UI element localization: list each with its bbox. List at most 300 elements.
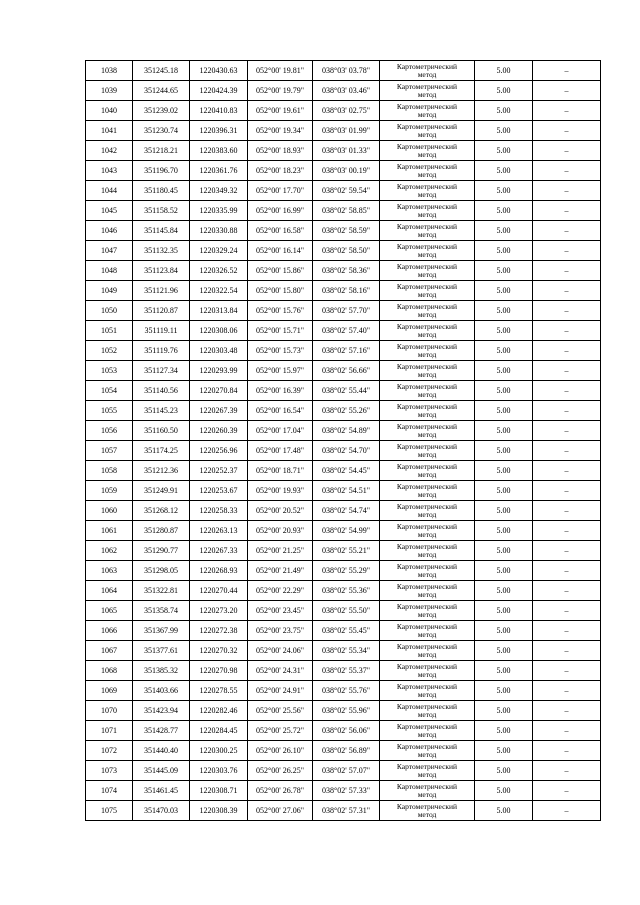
description-cell: – xyxy=(533,141,601,161)
method-cell xyxy=(380,501,475,521)
longitude-cell: 038°02' 58.16" xyxy=(313,281,380,301)
table-row xyxy=(86,221,601,241)
method-cell xyxy=(380,661,475,681)
method-cell xyxy=(380,681,475,701)
description-cell: – xyxy=(533,641,601,661)
method-line: метод xyxy=(417,229,437,239)
method-line: Картометрический xyxy=(396,81,458,91)
description-cell: – xyxy=(533,721,601,741)
accuracy-cell: 5.00 xyxy=(475,581,533,601)
table-row xyxy=(86,701,601,721)
method-line: метод xyxy=(417,789,437,799)
method-line: метод xyxy=(417,769,437,779)
description-cell: – xyxy=(533,541,601,561)
latitude-cell: 052°00' 16.54" xyxy=(248,401,313,421)
longitude-cell: 038°02' 54.70" xyxy=(313,441,380,461)
latitude-cell: 052°00' 17.70" xyxy=(248,181,313,201)
x-coordinate-cell: 351244.65 xyxy=(133,81,190,101)
method-line: Картометрический xyxy=(396,681,458,691)
accuracy-cell: 5.00 xyxy=(475,521,533,541)
x-coordinate-cell: 351119.11 xyxy=(133,321,190,341)
latitude-cell: 052°00' 18.23" xyxy=(248,161,313,181)
method-line: Картометрический xyxy=(396,501,458,511)
y-coordinate-cell: 1220430.63 xyxy=(190,61,248,81)
table-row xyxy=(86,121,601,141)
longitude-cell: 038°02' 58.36" xyxy=(313,261,380,281)
x-coordinate-cell: 351367.99 xyxy=(133,621,190,641)
method-line: Картометрический xyxy=(396,261,458,271)
method-cell xyxy=(380,621,475,641)
x-coordinate-cell: 351120.87 xyxy=(133,301,190,321)
accuracy-cell: 5.00 xyxy=(475,161,533,181)
latitude-cell: 052°00' 24.91" xyxy=(248,681,313,701)
x-coordinate-cell: 351377.61 xyxy=(133,641,190,661)
latitude-cell: 052°00' 20.93" xyxy=(248,521,313,541)
point-number-cell: 1066 xyxy=(86,621,133,641)
latitude-cell: 052°00' 26.10" xyxy=(248,741,313,761)
description-cell: – xyxy=(533,381,601,401)
point-number-cell: 1058 xyxy=(86,461,133,481)
description-cell: – xyxy=(533,241,601,261)
method-line: Картометрический xyxy=(396,601,458,611)
accuracy-cell: 5.00 xyxy=(475,501,533,521)
longitude-cell: 038°02' 55.34" xyxy=(313,641,380,661)
method-cell xyxy=(380,481,475,501)
latitude-cell: 052°00' 17.04" xyxy=(248,421,313,441)
description-cell: – xyxy=(533,621,601,641)
method-line: Картометрический xyxy=(396,661,458,671)
method-line: метод xyxy=(417,629,437,639)
x-coordinate-cell: 351461.45 xyxy=(133,781,190,801)
method-line: метод xyxy=(417,309,437,319)
point-number-cell: 1049 xyxy=(86,281,133,301)
point-number-cell: 1041 xyxy=(86,121,133,141)
x-coordinate-cell: 351385.32 xyxy=(133,661,190,681)
description-cell: – xyxy=(533,701,601,721)
method-line: метод xyxy=(417,349,437,359)
point-number-cell: 1043 xyxy=(86,161,133,181)
table-row xyxy=(86,601,601,621)
x-coordinate-cell: 351239.02 xyxy=(133,101,190,121)
accuracy-cell: 5.00 xyxy=(475,721,533,741)
table-row xyxy=(86,721,601,741)
method-line: метод xyxy=(417,169,437,179)
method-cell xyxy=(380,521,475,541)
y-coordinate-cell: 1220303.48 xyxy=(190,341,248,361)
point-number-cell: 1050 xyxy=(86,301,133,321)
point-number-cell: 1071 xyxy=(86,721,133,741)
x-coordinate-cell: 351127.34 xyxy=(133,361,190,381)
x-coordinate-cell: 351403.66 xyxy=(133,681,190,701)
longitude-cell: 038°03' 03.46" xyxy=(313,81,380,101)
accuracy-cell: 5.00 xyxy=(475,641,533,661)
method-line: метод xyxy=(417,669,437,679)
method-cell xyxy=(380,641,475,661)
table-row xyxy=(86,61,601,81)
longitude-cell: 038°02' 58.59" xyxy=(313,221,380,241)
description-cell: – xyxy=(533,81,601,101)
accuracy-cell: 5.00 xyxy=(475,701,533,721)
point-number-cell: 1064 xyxy=(86,581,133,601)
table-row xyxy=(86,201,601,221)
longitude-cell: 038°02' 55.37" xyxy=(313,661,380,681)
method-line: метод xyxy=(417,449,437,459)
point-number-cell: 1048 xyxy=(86,261,133,281)
method-line: Картометрический xyxy=(396,61,458,71)
latitude-cell: 052°00' 15.80" xyxy=(248,281,313,301)
longitude-cell: 038°02' 55.76" xyxy=(313,681,380,701)
method-line: Картометрический xyxy=(396,281,458,291)
accuracy-cell: 5.00 xyxy=(475,781,533,801)
y-coordinate-cell: 1220263.13 xyxy=(190,521,248,541)
method-cell xyxy=(380,701,475,721)
y-coordinate-cell: 1220256.96 xyxy=(190,441,248,461)
y-coordinate-cell: 1220270.32 xyxy=(190,641,248,661)
description-cell: – xyxy=(533,301,601,321)
accuracy-cell: 5.00 xyxy=(475,741,533,761)
method-line: метод xyxy=(417,489,437,499)
method-cell xyxy=(380,281,475,301)
latitude-cell: 052°00' 19.34" xyxy=(248,121,313,141)
method-line: метод xyxy=(417,469,437,479)
method-cell xyxy=(380,461,475,481)
coordinates-table-body xyxy=(86,61,601,821)
description-cell: – xyxy=(533,441,601,461)
y-coordinate-cell: 1220252.37 xyxy=(190,461,248,481)
description-cell: – xyxy=(533,341,601,361)
point-number-cell: 1051 xyxy=(86,321,133,341)
description-cell: – xyxy=(533,681,601,701)
accuracy-cell: 5.00 xyxy=(475,461,533,481)
description-cell: – xyxy=(533,741,601,761)
method-line: метод xyxy=(417,149,437,159)
y-coordinate-cell: 1220303.76 xyxy=(190,761,248,781)
accuracy-cell: 5.00 xyxy=(475,601,533,621)
accuracy-cell: 5.00 xyxy=(475,141,533,161)
y-coordinate-cell: 1220267.33 xyxy=(190,541,248,561)
method-line: метод xyxy=(417,589,437,599)
y-coordinate-cell: 1220383.60 xyxy=(190,141,248,161)
y-coordinate-cell: 1220330.88 xyxy=(190,221,248,241)
coordinates-table xyxy=(85,60,601,821)
point-number-cell: 1063 xyxy=(86,561,133,581)
table-row xyxy=(86,481,601,501)
longitude-cell: 038°02' 56.66" xyxy=(313,361,380,381)
y-coordinate-cell: 1220278.55 xyxy=(190,681,248,701)
method-cell xyxy=(380,101,475,121)
longitude-cell: 038°02' 58.50" xyxy=(313,241,380,261)
description-cell: – xyxy=(533,161,601,181)
method-line: Картометрический xyxy=(396,241,458,251)
table-row xyxy=(86,521,601,541)
accuracy-cell: 5.00 xyxy=(475,321,533,341)
method-line: Картометрический xyxy=(396,561,458,571)
accuracy-cell: 5.00 xyxy=(475,621,533,641)
latitude-cell: 052°00' 23.45" xyxy=(248,601,313,621)
method-cell xyxy=(380,581,475,601)
table-row xyxy=(86,301,601,321)
x-coordinate-cell: 351123.84 xyxy=(133,261,190,281)
method-line: Картометрический xyxy=(396,321,458,331)
latitude-cell: 052°00' 24.06" xyxy=(248,641,313,661)
y-coordinate-cell: 1220361.76 xyxy=(190,161,248,181)
x-coordinate-cell: 351280.87 xyxy=(133,521,190,541)
x-coordinate-cell: 351119.76 xyxy=(133,341,190,361)
method-line: метод xyxy=(417,609,437,619)
y-coordinate-cell: 1220335.99 xyxy=(190,201,248,221)
latitude-cell: 052°00' 23.75" xyxy=(248,621,313,641)
point-number-cell: 1068 xyxy=(86,661,133,681)
point-number-cell: 1072 xyxy=(86,741,133,761)
x-coordinate-cell: 351445.09 xyxy=(133,761,190,781)
description-cell: – xyxy=(533,61,601,81)
point-number-cell: 1045 xyxy=(86,201,133,221)
table-row xyxy=(86,641,601,661)
description-cell: – xyxy=(533,501,601,521)
point-number-cell: 1052 xyxy=(86,341,133,361)
accuracy-cell: 5.00 xyxy=(475,101,533,121)
accuracy-cell: 5.00 xyxy=(475,761,533,781)
table-row xyxy=(86,461,601,481)
point-number-cell: 1065 xyxy=(86,601,133,621)
table-row xyxy=(86,241,601,261)
point-number-cell: 1060 xyxy=(86,501,133,521)
description-cell: – xyxy=(533,761,601,781)
y-coordinate-cell: 1220396.31 xyxy=(190,121,248,141)
latitude-cell: 052°00' 22.29" xyxy=(248,581,313,601)
accuracy-cell: 5.00 xyxy=(475,481,533,501)
point-number-cell: 1054 xyxy=(86,381,133,401)
y-coordinate-cell: 1220300.25 xyxy=(190,741,248,761)
method-line: Картометрический xyxy=(396,201,458,211)
point-number-cell: 1056 xyxy=(86,421,133,441)
table-row xyxy=(86,141,601,161)
method-cell xyxy=(380,741,475,761)
y-coordinate-cell: 1220273.20 xyxy=(190,601,248,621)
table-row xyxy=(86,261,601,281)
table-row xyxy=(86,801,601,821)
point-number-cell: 1059 xyxy=(86,481,133,501)
y-coordinate-cell: 1220329.24 xyxy=(190,241,248,261)
latitude-cell: 052°00' 15.86" xyxy=(248,261,313,281)
method-line: Картометрический xyxy=(396,181,458,191)
description-cell: – xyxy=(533,361,601,381)
table-row xyxy=(86,781,601,801)
table-row xyxy=(86,581,601,601)
longitude-cell: 038°02' 57.33" xyxy=(313,781,380,801)
point-number-cell: 1042 xyxy=(86,141,133,161)
x-coordinate-cell: 351268.12 xyxy=(133,501,190,521)
accuracy-cell: 5.00 xyxy=(475,301,533,321)
longitude-cell: 038°02' 56.89" xyxy=(313,741,380,761)
x-coordinate-cell: 351230.74 xyxy=(133,121,190,141)
method-line: метод xyxy=(417,569,437,579)
y-coordinate-cell: 1220272.38 xyxy=(190,621,248,641)
latitude-cell: 052°00' 25.72" xyxy=(248,721,313,741)
x-coordinate-cell: 351428.77 xyxy=(133,721,190,741)
description-cell: – xyxy=(533,421,601,441)
method-line: метод xyxy=(417,109,437,119)
description-cell: – xyxy=(533,521,601,541)
longitude-cell: 038°02' 54.51" xyxy=(313,481,380,501)
point-number-cell: 1057 xyxy=(86,441,133,461)
x-coordinate-cell: 351245.18 xyxy=(133,61,190,81)
y-coordinate-cell: 1220260.39 xyxy=(190,421,248,441)
x-coordinate-cell: 351140.56 xyxy=(133,381,190,401)
method-line: Картометрический xyxy=(396,221,458,231)
latitude-cell: 052°00' 21.25" xyxy=(248,541,313,561)
point-number-cell: 1055 xyxy=(86,401,133,421)
method-cell xyxy=(380,561,475,581)
method-line: метод xyxy=(417,369,437,379)
longitude-cell: 038°03' 00.19" xyxy=(313,161,380,181)
accuracy-cell: 5.00 xyxy=(475,401,533,421)
accuracy-cell: 5.00 xyxy=(475,381,533,401)
method-line: метод xyxy=(417,729,437,739)
x-coordinate-cell: 351322.81 xyxy=(133,581,190,601)
y-coordinate-cell: 1220308.71 xyxy=(190,781,248,801)
y-coordinate-cell: 1220282.46 xyxy=(190,701,248,721)
accuracy-cell: 5.00 xyxy=(475,421,533,441)
latitude-cell: 052°00' 19.81" xyxy=(248,61,313,81)
x-coordinate-cell: 351180.45 xyxy=(133,181,190,201)
description-cell: – xyxy=(533,121,601,141)
point-number-cell: 1047 xyxy=(86,241,133,261)
x-coordinate-cell: 351196.70 xyxy=(133,161,190,181)
description-cell: – xyxy=(533,181,601,201)
description-cell: – xyxy=(533,101,601,121)
longitude-cell: 038°02' 55.44" xyxy=(313,381,380,401)
method-line: Картометрический xyxy=(396,721,458,731)
point-number-cell: 1062 xyxy=(86,541,133,561)
method-line: метод xyxy=(417,409,437,419)
accuracy-cell: 5.00 xyxy=(475,341,533,361)
method-line: Картометрический xyxy=(396,581,458,591)
point-number-cell: 1069 xyxy=(86,681,133,701)
point-number-cell: 1040 xyxy=(86,101,133,121)
description-cell: – xyxy=(533,561,601,581)
accuracy-cell: 5.00 xyxy=(475,281,533,301)
method-line: метод xyxy=(417,749,437,759)
accuracy-cell: 5.00 xyxy=(475,541,533,561)
latitude-cell: 052°00' 16.58" xyxy=(248,221,313,241)
latitude-cell: 052°00' 26.25" xyxy=(248,761,313,781)
method-line: метод xyxy=(417,269,437,279)
description-cell: – xyxy=(533,201,601,221)
longitude-cell: 038°02' 55.96" xyxy=(313,701,380,721)
longitude-cell: 038°02' 55.29" xyxy=(313,561,380,581)
y-coordinate-cell: 1220410.83 xyxy=(190,101,248,121)
accuracy-cell: 5.00 xyxy=(475,801,533,821)
method-line: метод xyxy=(417,189,437,199)
method-line: метод xyxy=(417,69,437,79)
accuracy-cell: 5.00 xyxy=(475,261,533,281)
latitude-cell: 052°00' 15.97" xyxy=(248,361,313,381)
table-row xyxy=(86,281,601,301)
method-line: Картометрический xyxy=(396,121,458,131)
method-line: Картометрический xyxy=(396,741,458,751)
y-coordinate-cell: 1220308.06 xyxy=(190,321,248,341)
accuracy-cell: 5.00 xyxy=(475,441,533,461)
longitude-cell: 038°02' 59.54" xyxy=(313,181,380,201)
description-cell: – xyxy=(533,801,601,821)
method-line: Картометрический xyxy=(396,621,458,631)
latitude-cell: 052°00' 20.52" xyxy=(248,501,313,521)
description-cell: – xyxy=(533,261,601,281)
method-line: метод xyxy=(417,649,437,659)
y-coordinate-cell: 1220268.93 xyxy=(190,561,248,581)
y-coordinate-cell: 1220270.98 xyxy=(190,661,248,681)
description-cell: – xyxy=(533,601,601,621)
description-cell: – xyxy=(533,221,601,241)
method-line: метод xyxy=(417,209,437,219)
point-number-cell: 1070 xyxy=(86,701,133,721)
longitude-cell: 038°02' 57.70" xyxy=(313,301,380,321)
method-cell xyxy=(380,721,475,741)
latitude-cell: 052°00' 16.39" xyxy=(248,381,313,401)
longitude-cell: 038°02' 58.85" xyxy=(313,201,380,221)
x-coordinate-cell: 351132.35 xyxy=(133,241,190,261)
method-line: Картометрический xyxy=(396,421,458,431)
description-cell: – xyxy=(533,661,601,681)
longitude-cell: 038°02' 57.16" xyxy=(313,341,380,361)
point-number-cell: 1038 xyxy=(86,61,133,81)
method-cell xyxy=(380,341,475,361)
longitude-cell: 038°02' 54.45" xyxy=(313,461,380,481)
description-cell: – xyxy=(533,581,601,601)
latitude-cell: 052°00' 21.49" xyxy=(248,561,313,581)
method-line: метод xyxy=(417,289,437,299)
accuracy-cell: 5.00 xyxy=(475,681,533,701)
y-coordinate-cell: 1220270.84 xyxy=(190,381,248,401)
method-cell xyxy=(380,221,475,241)
method-line: Картометрический xyxy=(396,521,458,531)
latitude-cell: 052°00' 15.76" xyxy=(248,301,313,321)
latitude-cell: 052°00' 24.31" xyxy=(248,661,313,681)
description-cell: – xyxy=(533,321,601,341)
y-coordinate-cell: 1220270.44 xyxy=(190,581,248,601)
y-coordinate-cell: 1220267.39 xyxy=(190,401,248,421)
method-cell xyxy=(380,781,475,801)
table-row xyxy=(86,741,601,761)
latitude-cell: 052°00' 27.06" xyxy=(248,801,313,821)
longitude-cell: 038°03' 02.75" xyxy=(313,101,380,121)
x-coordinate-cell: 351298.05 xyxy=(133,561,190,581)
x-coordinate-cell: 351145.23 xyxy=(133,401,190,421)
accuracy-cell: 5.00 xyxy=(475,241,533,261)
accuracy-cell: 5.00 xyxy=(475,61,533,81)
method-line: метод xyxy=(417,529,437,539)
latitude-cell: 052°00' 18.93" xyxy=(248,141,313,161)
description-cell: – xyxy=(533,401,601,421)
description-cell: – xyxy=(533,481,601,501)
method-cell xyxy=(380,141,475,161)
x-coordinate-cell: 351470.03 xyxy=(133,801,190,821)
table-row xyxy=(86,101,601,121)
x-coordinate-cell: 351290.77 xyxy=(133,541,190,561)
method-cell xyxy=(380,201,475,221)
longitude-cell: 038°02' 57.31" xyxy=(313,801,380,821)
method-cell xyxy=(380,401,475,421)
point-number-cell: 1044 xyxy=(86,181,133,201)
longitude-cell: 038°02' 55.50" xyxy=(313,601,380,621)
method-line: Картометрический xyxy=(396,381,458,391)
table-row xyxy=(86,661,601,681)
x-coordinate-cell: 351158.52 xyxy=(133,201,190,221)
method-cell xyxy=(380,321,475,341)
method-line: Картометрический xyxy=(396,141,458,151)
y-coordinate-cell: 1220349.32 xyxy=(190,181,248,201)
